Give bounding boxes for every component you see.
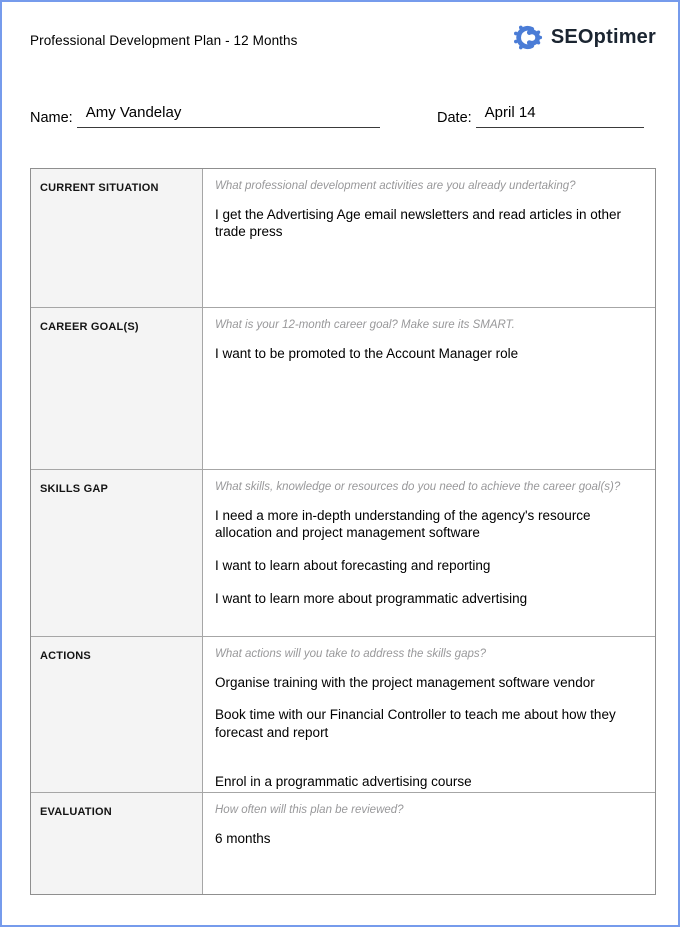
row-label: CURRENT SITUATION: [40, 182, 159, 194]
row-prompt: What professional development activities are you already undertaking?: [215, 180, 576, 192]
table-row-evaluation: [31, 793, 655, 894]
row-prompt: What actions will you take to address the skills gaps?: [215, 648, 487, 660]
row-label-cell: [31, 637, 203, 792]
row-answer[interactable]: Organise training with the project management software vendor: [215, 674, 595, 690]
brand-name: SEOptimer: [550, 26, 656, 48]
row-answer[interactable]: I want to be promoted to the Account Manager role: [215, 345, 519, 361]
row-answer[interactable]: Book time with our Financial Controller to teach me about how they forecast and report: [215, 707, 616, 741]
row-answer[interactable]: I get the Advertising Age email newsletters and read articles in other trade press: [215, 206, 621, 240]
row-content-cell[interactable]: [203, 308, 655, 469]
name-label: Name:: [30, 110, 73, 126]
row-label: ACTIONS: [40, 650, 91, 662]
seoptimer-logo: [512, 21, 656, 54]
date-label: Date:: [437, 110, 472, 126]
row-answer[interactable]: I need a more in-depth understanding of the agency's resource allocation and project management software: [215, 507, 591, 541]
date-field: [437, 102, 644, 128]
table-row-current-situation: [31, 169, 655, 308]
row-label-cell: [31, 793, 203, 894]
page-title: Professional Development Plan - 12 Months: [30, 33, 298, 48]
row-prompt: How often will this plan be reviewed?: [215, 804, 404, 816]
row-prompt: What skills, knowledge or resources do you need to achieve the career goal(s)?: [215, 481, 621, 493]
row-answer[interactable]: 6 months: [215, 830, 271, 846]
row-content-cell[interactable]: [203, 169, 655, 307]
table-row-career-goals: [31, 308, 655, 470]
row-content-cell[interactable]: [203, 793, 655, 894]
name-value[interactable]: Amy Vandelay: [77, 102, 380, 128]
row-answer[interactable]: I want to learn more about programmatic advertising: [215, 590, 528, 606]
table-row-actions: [31, 637, 655, 793]
name-field: [30, 102, 380, 128]
row-label: EVALUATION: [40, 806, 112, 818]
row-prompt: What is your 12-month career goal? Make sure its SMART.: [215, 319, 515, 331]
table-row-skills-gap: [31, 470, 655, 637]
row-label: CAREER GOAL(S): [40, 321, 139, 333]
row-label-cell: [31, 308, 203, 469]
plan-table: [30, 168, 656, 895]
row-content-cell[interactable]: [203, 470, 655, 636]
seoptimer-gear-s-icon: [512, 21, 545, 54]
row-answer[interactable]: Enrol in a programmatic advertising course: [215, 773, 472, 789]
row-label-cell: [31, 470, 203, 636]
row-answer[interactable]: I want to learn about forecasting and reporting: [215, 558, 491, 574]
date-value[interactable]: April 14: [476, 102, 644, 128]
row-content-cell[interactable]: [203, 637, 655, 792]
row-label-cell: [31, 169, 203, 307]
row-label: SKILLS GAP: [40, 483, 109, 495]
